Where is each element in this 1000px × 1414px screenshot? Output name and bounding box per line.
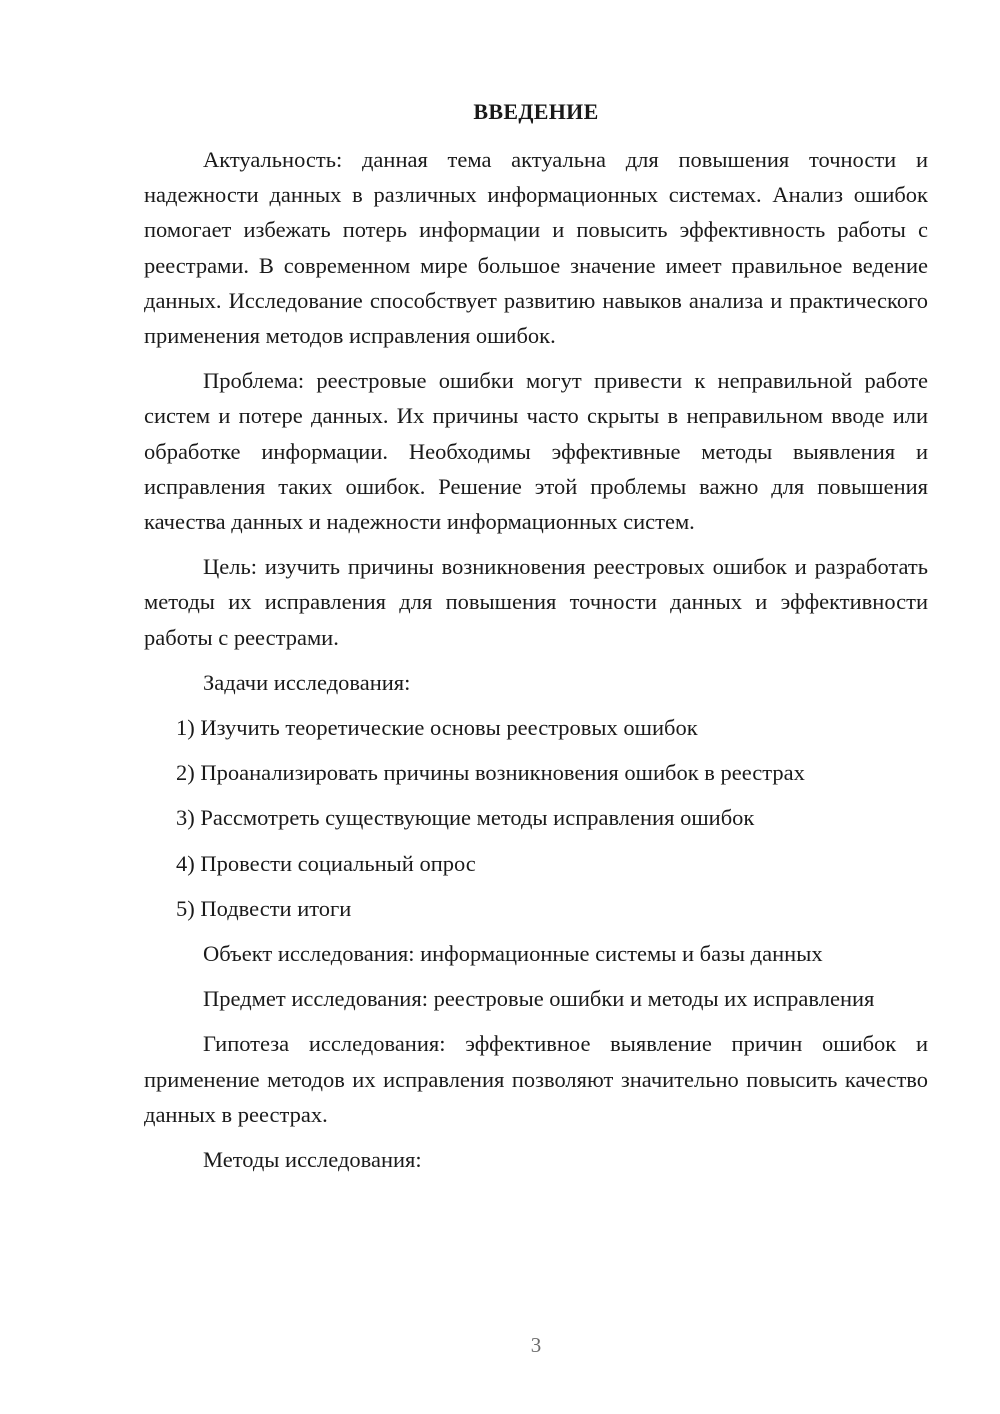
page-number: 3 [530,1333,542,1357]
task-item: 1) Изучить теоретические основы реестровых ошибок [176,715,698,741]
task-item: 4) Провести социальный опрос [176,850,476,876]
task-item: 3) Рассмотреть существующие методы исправления ошибок [176,805,755,831]
relevance-paragraph: Актуальность: данная тема актуальна для повышения точности и надежности данных в различных информационных системах. Анализ ошибок помогает избежать потерь информации и повысить эффективность работы с реестрами. В современном мире большое значение имеет правильное ведение данных. Исследование способствует развитию навыков анализа и практического применения методов исправления ошибок. [144,147,928,349]
methods-heading: Методы исследования: [203,1147,422,1173]
hypothesis-paragraph: Гипотеза исследования: эффективное выявление причин ошибок и применение методов их исправления позволяют значительно повысить качество данных в реестрах. [144,1031,928,1127]
tasks-heading: Задачи исследования: [203,669,411,695]
problem-paragraph: Проблема: реестровые ошибки могут привести к неправильной работе систем и потере данных. Их причины часто скрыты в неправильном вводе или обработке информации. Необходимы эффективные методы выявления и исправления таких ошибок. Решение этой проблемы важно для повышения качества данных и надежности информационных систем. [144,368,928,535]
body-text [144,142,928,1177]
task-item: 2) Проанализировать причины возникновения ошибок в реестрах [176,760,805,786]
task-item: 5) Подвести итоги [176,895,352,921]
object-paragraph: Объект исследования: информационные системы и базы данных [203,941,823,967]
goal-paragraph: Цель: изучить причины возникновения реестровых ошибок и разработать методы их исправления для повышения точности данных и эффективности работы с реестрами. [144,554,928,650]
subject-paragraph: Предмет исследования: реестровые ошибки и методы их исправления [203,986,875,1012]
page-title: ВВЕДЕНИЕ [473,99,599,124]
